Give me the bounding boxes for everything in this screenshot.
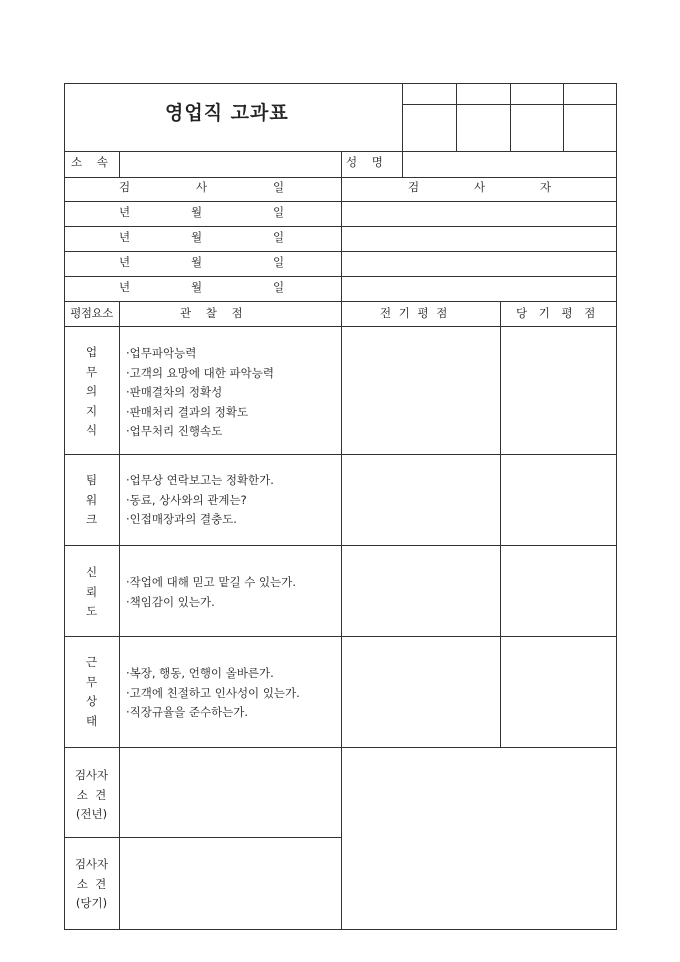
observation-point: ·판매처리 결과의 정확도 xyxy=(126,404,249,419)
category-char: 워 xyxy=(85,492,98,507)
previous-score-field[interactable] xyxy=(342,637,500,747)
inspector-field[interactable] xyxy=(342,252,616,276)
observation-header: 관 찰 점 xyxy=(180,306,243,320)
current-score-field[interactable] xyxy=(501,546,616,636)
affiliation-field[interactable] xyxy=(120,152,341,176)
observation-points xyxy=(126,664,300,723)
observation-points xyxy=(126,471,274,530)
opinion-previous-field[interactable] xyxy=(120,748,341,837)
inspector-header-char: 검 xyxy=(408,180,420,194)
opinion-label xyxy=(64,766,119,825)
observation-point: ·작업에 대해 믿고 맡길 수 있는가. xyxy=(126,575,297,589)
day-unit: 일 xyxy=(273,230,285,244)
form-title: 영업직 고과표 xyxy=(165,102,289,124)
category-char: 지 xyxy=(85,403,98,418)
category-char: 무 xyxy=(85,674,98,689)
observation-point: ·고객에 친절하고 인사성이 있는가. xyxy=(126,685,300,700)
affiliation-label: 소 속 xyxy=(71,155,108,169)
evaluation-form xyxy=(64,83,617,929)
border-right xyxy=(616,83,617,929)
previous-score-header: 전 기 평 점 xyxy=(380,306,448,320)
previous-score-field[interactable] xyxy=(342,546,500,636)
category-char: 팀 xyxy=(85,473,98,487)
current-score-field[interactable] xyxy=(501,455,616,545)
category-name xyxy=(64,343,119,441)
border-bottom xyxy=(64,929,617,930)
name-field[interactable] xyxy=(403,152,616,176)
approval-box-4[interactable] xyxy=(564,105,616,151)
approval-box-1[interactable] xyxy=(403,105,456,151)
inspector-header-char: 자 xyxy=(540,180,552,194)
current-score-field[interactable] xyxy=(501,637,616,747)
month-unit: 월 xyxy=(191,230,203,244)
observation-points xyxy=(126,573,296,612)
date-header-char: 사 xyxy=(196,180,208,194)
observation-point: ·업무파악능력 xyxy=(126,346,197,360)
observation-point: ·업무상 연락보고는 정확한가. xyxy=(126,473,274,487)
day-unit: 일 xyxy=(273,255,285,269)
inspector-field[interactable] xyxy=(342,277,616,301)
previous-score-field[interactable] xyxy=(342,327,500,453)
date-header-char: 일 xyxy=(273,180,285,194)
month-unit: 월 xyxy=(191,280,203,294)
category-char: 크 xyxy=(85,512,98,526)
year-unit: 년 xyxy=(119,280,131,294)
opinion-label-line: (전년) xyxy=(75,807,108,821)
observation-point: ·직장규율을 준수하는가. xyxy=(126,705,249,719)
observation-point: ·판매결차의 정확성 xyxy=(126,385,223,399)
category-name xyxy=(64,653,119,731)
opinion-label-line: 소 견 xyxy=(76,787,107,802)
inspector-field[interactable] xyxy=(342,227,616,251)
observation-point: ·책임감이 있는가. xyxy=(126,594,215,609)
day-unit: 일 xyxy=(273,205,285,219)
current-score-field[interactable] xyxy=(501,327,616,453)
category-name xyxy=(64,471,119,530)
opinion-label-line: 소 견 xyxy=(76,876,107,891)
current-score-header: 당 기 평 점 xyxy=(516,306,596,320)
name-label: 성 명 xyxy=(346,155,383,169)
observation-point: ·인접매장과의 결충도. xyxy=(126,512,237,526)
approval-box-3[interactable] xyxy=(511,105,563,151)
opinion-label-line: (당기) xyxy=(75,896,108,910)
opinion-label xyxy=(64,855,119,914)
category-char: 의 xyxy=(85,384,98,398)
observation-points xyxy=(126,344,274,442)
month-unit: 월 xyxy=(191,205,203,219)
category-char: 근 xyxy=(85,655,98,669)
opinion-current-field[interactable] xyxy=(120,838,341,929)
year-unit: 년 xyxy=(119,230,131,244)
month-unit: 월 xyxy=(191,255,203,269)
category-char: 업 xyxy=(85,345,98,359)
observation-point: ·복장, 행동, 언행이 올바른가. xyxy=(126,666,274,680)
day-unit: 일 xyxy=(273,280,285,294)
category-char: 신 xyxy=(85,565,98,579)
approval-box-2[interactable] xyxy=(457,105,510,151)
category-char: 도 xyxy=(85,604,98,618)
date-header-char: 검 xyxy=(119,180,131,194)
observation-point: ·업무처리 진행속도 xyxy=(126,424,223,438)
year-unit: 년 xyxy=(119,205,131,219)
observation-point: ·고객의 요망에 대한 파악능력 xyxy=(126,365,274,380)
opinion-label-line: 검사자 xyxy=(74,857,109,871)
inspector-field[interactable] xyxy=(342,202,616,226)
col-line xyxy=(341,747,342,929)
category-char: 무 xyxy=(85,364,98,379)
category-char: 상 xyxy=(85,694,98,708)
category-char: 뢰 xyxy=(85,584,98,599)
opinion-label-line: 검사자 xyxy=(74,768,109,782)
inspector-header-char: 사 xyxy=(474,180,486,194)
category-name xyxy=(64,563,119,622)
observation-point: ·동료, 상사와의 관계는? xyxy=(126,492,247,507)
category-char: 태 xyxy=(85,713,98,728)
year-unit: 년 xyxy=(119,255,131,269)
element-header: 평점요소 xyxy=(70,306,113,320)
previous-score-field[interactable] xyxy=(342,455,500,545)
border-top xyxy=(64,83,617,84)
col-line xyxy=(341,151,342,177)
category-char: 식 xyxy=(85,423,98,437)
